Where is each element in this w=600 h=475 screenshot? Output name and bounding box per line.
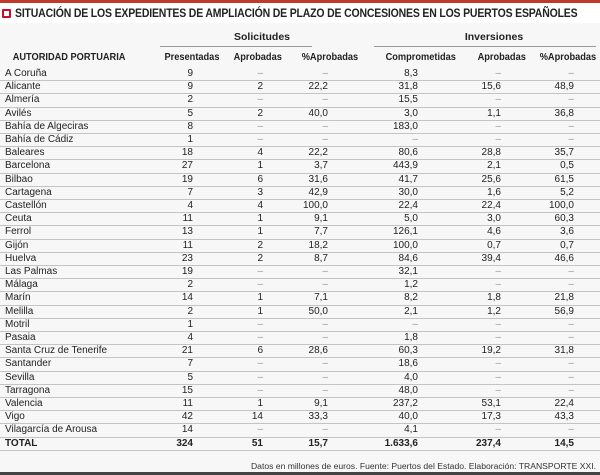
cell-padding	[574, 160, 600, 173]
cell-aprobadas-inversiones: –	[418, 318, 501, 331]
cell-pct-aprobadas-inversiones: 21,8	[501, 292, 574, 305]
cell-comprometidas: 30,0	[328, 186, 418, 199]
cell-aprobadas-solicitudes: 6	[193, 173, 263, 186]
table-row	[0, 411, 600, 424]
cell-pct-aprobadas-solicitudes: –	[263, 120, 328, 133]
group-header-solicitudes: Solicitudes	[233, 31, 290, 43]
cell-pct-aprobadas-inversiones: 3,6	[501, 226, 574, 239]
table-row	[0, 160, 600, 173]
cell-pct-aprobadas-inversiones: 48,9	[501, 81, 574, 94]
cell-aprobadas-inversiones: 1,1	[418, 107, 501, 120]
cell-pct-aprobadas-solicitudes: –	[263, 318, 328, 331]
cell-aprobadas-solicitudes: 3	[193, 186, 263, 199]
cell-port-name: Sevilla	[0, 371, 160, 384]
cell-aprobadas-solicitudes: –	[193, 332, 263, 345]
cell-pct-aprobadas-solicitudes: –	[263, 134, 328, 147]
cell-aprobadas-inversiones: –	[418, 279, 501, 292]
cell-pct-aprobadas-inversiones: –	[501, 371, 574, 384]
cell-presentadas: 2	[160, 305, 193, 318]
cell-pct-aprobadas-inversiones: –	[501, 94, 574, 107]
column-header-presentadas: Presentadas	[164, 51, 219, 63]
table-row	[0, 239, 600, 252]
cell-presentadas: 9	[160, 81, 193, 94]
table-row	[0, 332, 600, 345]
cell-port-name: Málaga	[0, 279, 160, 292]
cell-padding	[574, 305, 600, 318]
cell-pct-aprobadas-solicitudes: –	[263, 332, 328, 345]
cell-aprobadas-inversiones: 25,6	[418, 173, 501, 186]
cell-comprometidas: 3,0	[328, 107, 418, 120]
table-row	[0, 345, 600, 358]
cell-presentadas: 42	[160, 411, 193, 424]
cell-comprometidas: 126,1	[328, 226, 418, 239]
table-row	[0, 384, 600, 397]
cell-aprobadas-inversiones: –	[418, 120, 501, 133]
cell-comprometidas: 1.633,6	[328, 437, 418, 450]
column-header-aprobadas-inversiones: Aprobadas	[477, 51, 526, 63]
cell-pct-aprobadas-solicitudes: 18,2	[263, 239, 328, 252]
cell-comprometidas: –	[328, 134, 418, 147]
cell-padding	[574, 186, 600, 199]
cell-padding	[574, 94, 600, 107]
cell-pct-aprobadas-solicitudes: 40,0	[263, 107, 328, 120]
cell-presentadas: 8	[160, 120, 193, 133]
cell-pct-aprobadas-inversiones: 22,4	[501, 398, 574, 411]
cell-aprobadas-solicitudes: 1	[193, 398, 263, 411]
cell-padding	[574, 292, 600, 305]
cell-comprometidas: 18,6	[328, 358, 418, 371]
cell-padding	[574, 384, 600, 397]
cell-presentadas: 13	[160, 226, 193, 239]
cell-presentadas: 324	[160, 437, 193, 450]
cell-pct-aprobadas-inversiones: 61,5	[501, 173, 574, 186]
cell-presentadas: 14	[160, 424, 193, 437]
cell-aprobadas-inversiones: –	[418, 332, 501, 345]
cell-aprobadas-inversiones: 15,6	[418, 81, 501, 94]
cell-pct-aprobadas-inversiones: 43,3	[501, 411, 574, 424]
cell-padding	[574, 147, 600, 160]
cell-padding	[574, 345, 600, 358]
cell-pct-aprobadas-inversiones: –	[501, 318, 574, 331]
cell-aprobadas-solicitudes: –	[193, 68, 263, 81]
cell-comprometidas: –	[328, 318, 418, 331]
group-divider-inversiones	[374, 46, 596, 47]
table-row	[0, 120, 600, 133]
cell-aprobadas-solicitudes: 1	[193, 213, 263, 226]
cell-pct-aprobadas-inversiones: –	[501, 266, 574, 279]
cell-pct-aprobadas-inversiones: –	[501, 358, 574, 371]
cell-aprobadas-inversiones: –	[418, 358, 501, 371]
cell-comprometidas: 84,6	[328, 252, 418, 265]
cell-port-name: Vigo	[0, 411, 160, 424]
column-header-autoridad: AUTORIDAD PORTUARIA	[12, 51, 126, 63]
cell-port-name: Ceuta	[0, 213, 160, 226]
cell-padding	[574, 134, 600, 147]
cell-aprobadas-solicitudes: –	[193, 358, 263, 371]
cell-comprometidas: 15,5	[328, 94, 418, 107]
cell-aprobadas-inversiones: –	[418, 94, 501, 107]
cell-port-name: Baleares	[0, 147, 160, 160]
cell-padding	[574, 252, 600, 265]
cell-pct-aprobadas-inversiones: –	[501, 120, 574, 133]
table-row	[0, 186, 600, 199]
cell-aprobadas-inversiones: 0,7	[418, 239, 501, 252]
table-row	[0, 398, 600, 411]
cell-aprobadas-inversiones: 53,1	[418, 398, 501, 411]
cell-padding	[574, 107, 600, 120]
table-row	[0, 94, 600, 107]
cell-aprobadas-solicitudes: –	[193, 384, 263, 397]
cell-aprobadas-solicitudes: 2	[193, 252, 263, 265]
column-header-comprometidas: Comprometidas	[385, 51, 456, 63]
cell-pct-aprobadas-inversiones: 56,9	[501, 305, 574, 318]
cell-aprobadas-solicitudes: –	[193, 371, 263, 384]
square-bullet-icon	[2, 9, 11, 18]
cell-port-name: Motril	[0, 318, 160, 331]
cell-pct-aprobadas-solicitudes: 3,7	[263, 160, 328, 173]
cell-port-name: Santander	[0, 358, 160, 371]
cell-comprometidas: 237,2	[328, 398, 418, 411]
cell-pct-aprobadas-inversiones: –	[501, 279, 574, 292]
cell-pct-aprobadas-inversiones: –	[501, 68, 574, 81]
cell-aprobadas-inversiones: 4,6	[418, 226, 501, 239]
cell-pct-aprobadas-solicitudes: 7,7	[263, 226, 328, 239]
cell-pct-aprobadas-inversiones: 14,5	[501, 437, 574, 450]
cell-port-name: A Coruña	[0, 68, 160, 81]
cell-port-name: Melilla	[0, 305, 160, 318]
cell-padding	[574, 424, 600, 437]
cell-padding	[574, 213, 600, 226]
cell-presentadas: 11	[160, 398, 193, 411]
table-row	[0, 226, 600, 239]
cell-port-name: Marín	[0, 292, 160, 305]
cell-pct-aprobadas-solicitudes: 100,0	[263, 200, 328, 213]
cell-comprometidas: 40,0	[328, 411, 418, 424]
cell-port-name: Bahía de Algeciras	[0, 120, 160, 133]
cell-padding	[574, 358, 600, 371]
cell-port-name: Cartagena	[0, 186, 160, 199]
cell-pct-aprobadas-solicitudes: 8,7	[263, 252, 328, 265]
cell-aprobadas-solicitudes: 1	[193, 160, 263, 173]
cell-aprobadas-inversiones: –	[418, 266, 501, 279]
cell-presentadas: 14	[160, 292, 193, 305]
table-row	[0, 213, 600, 226]
table-row	[0, 358, 600, 371]
table-row	[0, 279, 600, 292]
cell-presentadas: 5	[160, 371, 193, 384]
cell-pct-aprobadas-inversiones: 5,2	[501, 186, 574, 199]
cell-aprobadas-solicitudes: 2	[193, 81, 263, 94]
cell-aprobadas-solicitudes: 1	[193, 305, 263, 318]
cell-aprobadas-inversiones: 1,6	[418, 186, 501, 199]
cell-port-name: Tarragona	[0, 384, 160, 397]
cell-pct-aprobadas-inversiones: –	[501, 424, 574, 437]
cell-presentadas: 11	[160, 239, 193, 252]
table-row	[0, 292, 600, 305]
cell-presentadas: 5	[160, 107, 193, 120]
cell-comprometidas: 8,3	[328, 68, 418, 81]
cell-comprometidas: 31,8	[328, 81, 418, 94]
cell-aprobadas-solicitudes: 6	[193, 345, 263, 358]
cell-port-name: Huelva	[0, 252, 160, 265]
cell-pct-aprobadas-solicitudes: 9,1	[263, 398, 328, 411]
cell-port-name: Bahía de Cádiz	[0, 134, 160, 147]
cell-padding	[574, 398, 600, 411]
cell-aprobadas-solicitudes: 14	[193, 411, 263, 424]
cell-aprobadas-solicitudes: 4	[193, 200, 263, 213]
cell-padding	[574, 371, 600, 384]
cell-comprometidas: 1,2	[328, 279, 418, 292]
table-row	[0, 107, 600, 120]
cell-presentadas: 27	[160, 160, 193, 173]
cell-padding	[574, 120, 600, 133]
cell-pct-aprobadas-inversiones: –	[501, 332, 574, 345]
cell-padding	[574, 279, 600, 292]
cell-port-name: Las Palmas	[0, 266, 160, 279]
cell-port-name: Gijón	[0, 239, 160, 252]
cell-padding	[574, 200, 600, 213]
table-row	[0, 424, 600, 437]
cell-presentadas: 4	[160, 332, 193, 345]
cell-aprobadas-solicitudes: –	[193, 424, 263, 437]
cell-aprobadas-inversiones: –	[418, 134, 501, 147]
cell-aprobadas-inversiones: –	[418, 384, 501, 397]
cell-pct-aprobadas-solicitudes: –	[263, 358, 328, 371]
cell-aprobadas-solicitudes: –	[193, 266, 263, 279]
cell-padding	[574, 81, 600, 94]
cell-comprometidas: 8,2	[328, 292, 418, 305]
concessions-table	[0, 68, 600, 451]
table-row	[0, 318, 600, 331]
table-row	[0, 305, 600, 318]
cell-padding	[574, 332, 600, 345]
cell-aprobadas-inversiones: –	[418, 371, 501, 384]
cell-pct-aprobadas-inversiones: –	[501, 384, 574, 397]
cell-aprobadas-solicitudes: 4	[193, 147, 263, 160]
cell-aprobadas-solicitudes: 1	[193, 226, 263, 239]
cell-comprometidas: 183,0	[328, 120, 418, 133]
cell-aprobadas-inversiones: 39,4	[418, 252, 501, 265]
cell-padding	[574, 239, 600, 252]
cell-pct-aprobadas-inversiones: 0,5	[501, 160, 574, 173]
cell-aprobadas-solicitudes: 1	[193, 292, 263, 305]
cell-port-name: Alicante	[0, 81, 160, 94]
cell-pct-aprobadas-solicitudes: 22,2	[263, 147, 328, 160]
group-divider-solicitudes	[160, 46, 312, 47]
cell-pct-aprobadas-solicitudes: –	[263, 68, 328, 81]
cell-pct-aprobadas-solicitudes: 15,7	[263, 437, 328, 450]
cell-aprobadas-inversiones: 1,8	[418, 292, 501, 305]
cell-aprobadas-inversiones: –	[418, 68, 501, 81]
cell-presentadas: 21	[160, 345, 193, 358]
table-title-bar	[0, 3, 600, 23]
total-row	[0, 437, 600, 450]
cell-padding	[574, 437, 600, 450]
cell-port-name: Pasaia	[0, 332, 160, 345]
cell-aprobadas-solicitudes: –	[193, 134, 263, 147]
cell-aprobadas-inversiones: 3,0	[418, 213, 501, 226]
cell-aprobadas-solicitudes: –	[193, 279, 263, 292]
cell-port-name: Bilbao	[0, 173, 160, 186]
column-header-pct-aprobadas-inversiones: %Aprobadas	[539, 51, 596, 63]
cell-padding	[574, 68, 600, 81]
cell-presentadas: 9	[160, 68, 193, 81]
cell-comprometidas: 2,1	[328, 305, 418, 318]
cell-port-name: Barcelona	[0, 160, 160, 173]
cell-pct-aprobadas-solicitudes: 9,1	[263, 213, 328, 226]
cell-comprometidas: 41,7	[328, 173, 418, 186]
cell-presentadas: 7	[160, 358, 193, 371]
cell-comprometidas: 80,6	[328, 147, 418, 160]
cell-pct-aprobadas-solicitudes: 22,2	[263, 81, 328, 94]
cell-comprometidas: 4,1	[328, 424, 418, 437]
cell-aprobadas-inversiones: 1,2	[418, 305, 501, 318]
table-row	[0, 134, 600, 147]
cell-aprobadas-inversiones: 19,2	[418, 345, 501, 358]
cell-aprobadas-inversiones: 237,4	[418, 437, 501, 450]
column-header-pct-aprobadas-solicitudes: %Aprobadas	[301, 51, 358, 63]
cell-pct-aprobadas-solicitudes: –	[263, 424, 328, 437]
cell-presentadas: 1	[160, 134, 193, 147]
cell-presentadas: 1	[160, 318, 193, 331]
group-header-inversiones: Inversiones	[464, 31, 524, 43]
cell-port-name: Avilés	[0, 107, 160, 120]
table-row	[0, 173, 600, 186]
cell-presentadas: 23	[160, 252, 193, 265]
cell-comprometidas: 22,4	[328, 200, 418, 213]
cell-pct-aprobadas-solicitudes: 31,6	[263, 173, 328, 186]
cell-port-name: Almería	[0, 94, 160, 107]
cell-port-name: Vilagarcía de Arousa	[0, 424, 160, 437]
cell-comprometidas: 48,0	[328, 384, 418, 397]
cell-comprometidas: 1,8	[328, 332, 418, 345]
cell-comprometidas: 60,3	[328, 345, 418, 358]
cell-presentadas: 2	[160, 279, 193, 292]
cell-pct-aprobadas-solicitudes: –	[263, 94, 328, 107]
cell-aprobadas-inversiones: –	[418, 424, 501, 437]
table-row	[0, 81, 600, 94]
cell-presentadas: 18	[160, 147, 193, 160]
cell-comprometidas: 443,9	[328, 160, 418, 173]
cell-presentadas: 4	[160, 200, 193, 213]
cell-pct-aprobadas-inversiones: –	[501, 134, 574, 147]
cell-port-name: Castellón	[0, 200, 160, 213]
cell-port-name: TOTAL	[0, 437, 160, 450]
cell-pct-aprobadas-inversiones: 46,6	[501, 252, 574, 265]
cell-pct-aprobadas-solicitudes: –	[263, 279, 328, 292]
cell-aprobadas-solicitudes: –	[193, 94, 263, 107]
cell-padding	[574, 226, 600, 239]
cell-pct-aprobadas-solicitudes: 50,0	[263, 305, 328, 318]
cell-comprometidas: 32,1	[328, 266, 418, 279]
cell-padding	[574, 411, 600, 424]
cell-aprobadas-solicitudes: 51	[193, 437, 263, 450]
cell-comprometidas: 4,0	[328, 371, 418, 384]
cell-pct-aprobadas-solicitudes: 33,3	[263, 411, 328, 424]
cell-presentadas: 19	[160, 266, 193, 279]
cell-pct-aprobadas-solicitudes: 7,1	[263, 292, 328, 305]
column-header-aprobadas-solicitudes: Aprobadas	[233, 51, 282, 63]
cell-padding	[574, 173, 600, 186]
cell-pct-aprobadas-inversiones: 35,7	[501, 147, 574, 160]
cell-port-name: Santa Cruz de Tenerife	[0, 345, 160, 358]
cell-pct-aprobadas-inversiones: 60,3	[501, 213, 574, 226]
cell-comprometidas: 100,0	[328, 239, 418, 252]
cell-port-name: Ferrol	[0, 226, 160, 239]
cell-aprobadas-solicitudes: 2	[193, 239, 263, 252]
cell-pct-aprobadas-solicitudes: 42,9	[263, 186, 328, 199]
cell-padding	[574, 266, 600, 279]
table-row	[0, 200, 600, 213]
cell-aprobadas-inversiones: 2,1	[418, 160, 501, 173]
cell-pct-aprobadas-solicitudes: –	[263, 384, 328, 397]
cell-padding	[574, 318, 600, 331]
cell-aprobadas-solicitudes: –	[193, 318, 263, 331]
cell-presentadas: 7	[160, 186, 193, 199]
cell-presentadas: 11	[160, 213, 193, 226]
cell-pct-aprobadas-inversiones: 36,8	[501, 107, 574, 120]
table-row	[0, 68, 600, 81]
table-row	[0, 371, 600, 384]
cell-pct-aprobadas-solicitudes: –	[263, 266, 328, 279]
cell-pct-aprobadas-solicitudes: –	[263, 371, 328, 384]
cell-aprobadas-solicitudes: –	[193, 120, 263, 133]
cell-presentadas: 2	[160, 94, 193, 107]
cell-presentadas: 15	[160, 384, 193, 397]
cell-aprobadas-inversiones: 22,4	[418, 200, 501, 213]
source-footnote: Datos en millones de euros. Fuente: Puertos del Estado. Elaboración: TRANSPORTE XXI.	[250, 461, 596, 471]
cell-aprobadas-inversiones: 28,8	[418, 147, 501, 160]
cell-pct-aprobadas-inversiones: 0,7	[501, 239, 574, 252]
table-row	[0, 266, 600, 279]
cell-comprometidas: 5,0	[328, 213, 418, 226]
cell-pct-aprobadas-inversiones: 100,0	[501, 200, 574, 213]
table-row	[0, 252, 600, 265]
table-row	[0, 147, 600, 160]
cell-pct-aprobadas-solicitudes: 28,6	[263, 345, 328, 358]
cell-aprobadas-inversiones: 17,3	[418, 411, 501, 424]
cell-pct-aprobadas-inversiones: 31,8	[501, 345, 574, 358]
cell-presentadas: 19	[160, 173, 193, 186]
table-title: SITUACIÓN DE LOS EXPEDIENTES DE AMPLIACIÓN DE PLAZO DE CONCESIONES EN LOS PUERTOS ESPAÑOLES	[15, 6, 578, 20]
cell-aprobadas-solicitudes: 2	[193, 107, 263, 120]
cell-port-name: Valencia	[0, 398, 160, 411]
